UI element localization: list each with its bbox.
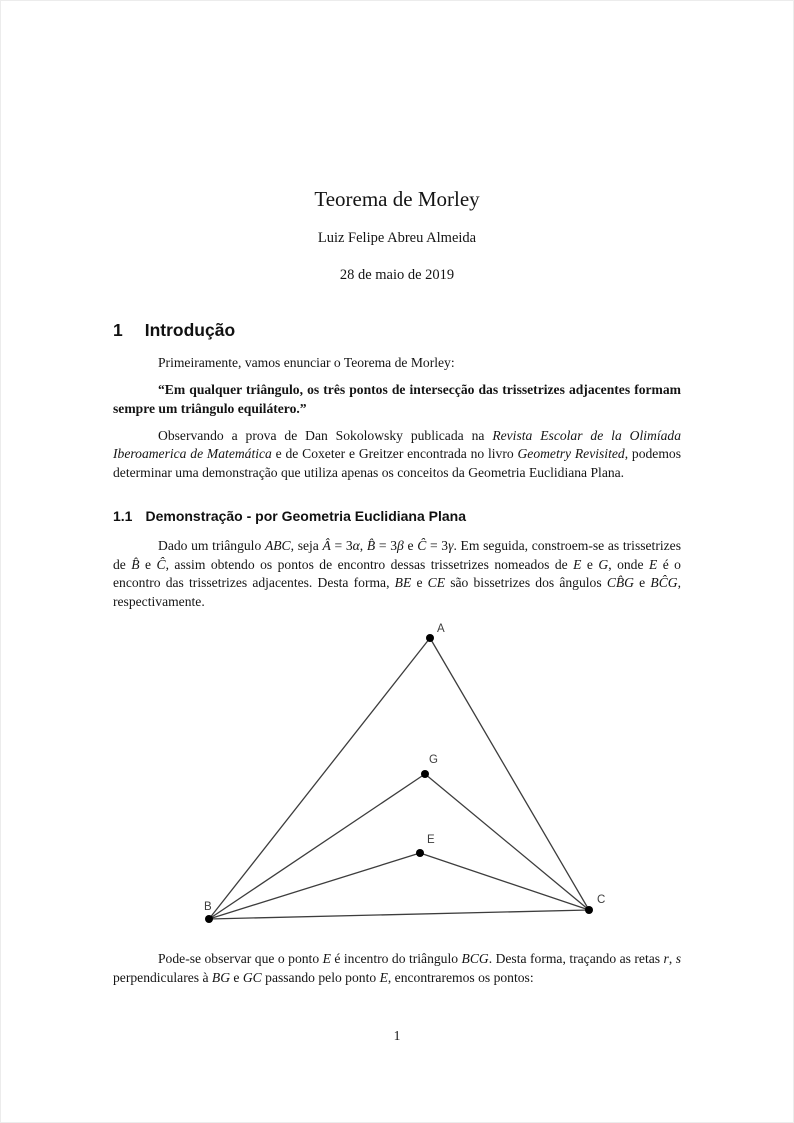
text-segment: , assim obtendo os pontos de encontro dessas trissetrizes nomeados de <box>165 556 574 572</box>
figure-point-G <box>421 770 429 778</box>
page-number: 1 <box>393 1028 401 1043</box>
text-segment: ABC <box>264 537 291 553</box>
text-segment: = 3 <box>330 537 353 553</box>
text-segment: Â <box>322 537 331 553</box>
text-segment: β <box>397 537 404 553</box>
text-segment: é o encontro das trissetrizes adjacentes. Desta forma, <box>113 556 681 591</box>
text-segment: , podemos determinar uma demonstração que utiliza apenas os conceitos da Geometria Euclidiana Plana. <box>113 446 681 480</box>
text-segment: Geometry Revisited <box>517 446 625 462</box>
text-segment: Ĉ <box>417 537 427 553</box>
section-title: Introdução <box>144 320 236 341</box>
paragraph-incenter <box>113 950 681 988</box>
figure-edge-BE <box>209 853 420 919</box>
subsection-title: Demonstração - por Geometria Euclidiana Plana <box>145 507 467 524</box>
text-segment: . Desta forma, traçando as retas <box>488 950 664 966</box>
section-heading-introducao <box>113 320 681 341</box>
paper-title: Teorema de Morley <box>314 187 480 211</box>
text-segment: e <box>634 575 651 591</box>
figure-point-label-B: B <box>204 900 212 913</box>
text-segment: perpendiculares à <box>113 969 212 985</box>
figure-edge-EC <box>420 853 589 910</box>
text-segment: . Em seguida, constroem-se as trissetrizes de <box>113 537 681 572</box>
text-segment: e <box>139 556 157 572</box>
text-segment: são bissetrizes dos ângulos <box>445 575 607 591</box>
text-segment: Pode-se observar que o ponto <box>158 950 323 966</box>
text-segment: e <box>403 537 418 553</box>
text-segment: CE <box>427 575 446 591</box>
text-segment: E <box>379 969 388 985</box>
text-segment: α <box>352 537 360 553</box>
figure-point-label-A: A <box>437 622 445 635</box>
text-segment: passando pelo ponto <box>261 969 380 985</box>
paper-author: Luiz Felipe Abreu Almeida <box>317 230 477 247</box>
paper-date: 28 de maio de 2019 <box>339 267 455 284</box>
text-segment: r <box>663 950 669 966</box>
text-segment: é incentro do triângulo <box>330 950 462 966</box>
text-segment: , seja <box>290 537 323 553</box>
text-segment: G <box>598 556 609 572</box>
text-segment: E <box>648 556 658 572</box>
text-segment: Observando a prova de Dan Sokolowsky publicada na <box>158 427 493 443</box>
text-segment: CB̂G <box>606 575 634 591</box>
text-segment: , <box>359 537 367 553</box>
figure-point-label-C: C <box>597 893 606 906</box>
text-segment: e de Coxeter e Greitzer encontrada no livro <box>271 446 518 462</box>
text-segment: Revista Escolar de la Olimíada Iberoamerica de Matemática <box>113 427 682 462</box>
figure-point-A <box>426 634 434 642</box>
text-segment: Ĉ <box>156 556 166 572</box>
triangle-figure-svg <box>150 622 650 937</box>
text-segment: = 3 <box>375 537 398 553</box>
figure-edge-BA <box>209 638 430 919</box>
text-segment: B̂ <box>366 537 376 553</box>
figure-edge-BC <box>209 910 589 919</box>
figure-edge-BG <box>209 774 425 919</box>
figure-edge-GC <box>425 774 589 910</box>
text-segment: , encontraremos os pontos: <box>387 969 534 985</box>
text-segment: BCG <box>461 950 489 966</box>
text-segment: γ <box>448 537 454 553</box>
figure-point-C <box>585 906 593 914</box>
triangle-figure <box>150 622 650 937</box>
paragraph-enunciado: Primeiramente, vamos enunciar o Teorema de Morley: <box>158 355 455 371</box>
text-segment: e <box>411 575 428 591</box>
paragraph-theorem-quote: “Em qualquer triângulo, os três pontos de intersecção das trissetrizes adjacentes formam sempre um triângulo equilátero.” <box>113 382 681 416</box>
text-segment: E <box>573 556 582 572</box>
title-block <box>113 0 681 284</box>
figure-edge-AC <box>430 638 589 910</box>
text-segment: GC <box>242 969 262 985</box>
text-segment: B̂ <box>131 556 140 572</box>
text-segment: BĈG <box>650 575 678 591</box>
text-segment: BG <box>211 969 231 985</box>
subsection-number: 1.1 <box>113 507 133 524</box>
figure-point-E <box>416 849 424 857</box>
text-segment: e <box>230 969 243 985</box>
figure-point-label-G: G <box>429 753 438 766</box>
text-segment: s <box>675 950 681 966</box>
subsection-heading-demonstracao <box>113 508 681 524</box>
text-segment: E <box>322 950 331 966</box>
text-segment: , respectivamente. <box>113 575 681 609</box>
figure-point-label-E: E <box>427 833 435 846</box>
text-segment: , <box>668 950 676 966</box>
text-segment: e <box>581 556 599 572</box>
text-segment: = 3 <box>426 537 449 553</box>
text-segment: Dado um triângulo <box>158 537 265 553</box>
figure-point-B <box>205 915 213 923</box>
text-segment: BE <box>394 575 412 591</box>
text-segment: , onde <box>608 556 649 572</box>
paragraph-construction <box>113 537 681 612</box>
section-number: 1 <box>113 320 123 341</box>
paragraph-references <box>113 427 681 483</box>
